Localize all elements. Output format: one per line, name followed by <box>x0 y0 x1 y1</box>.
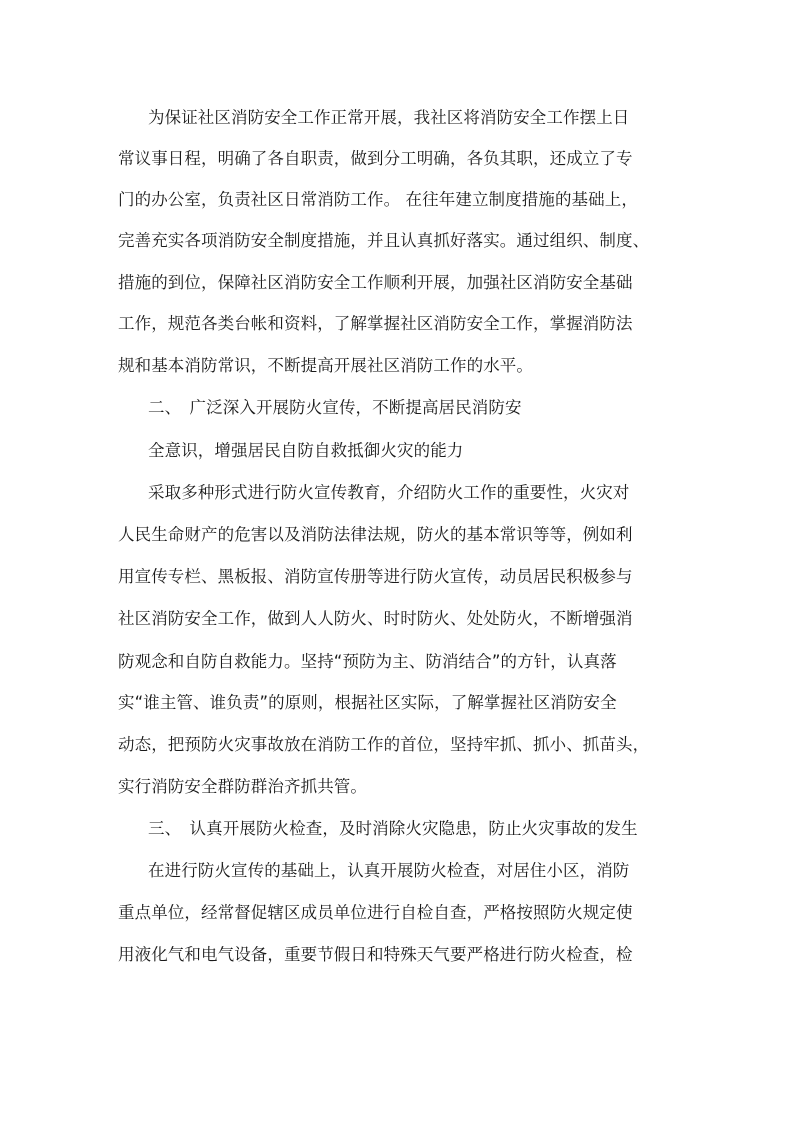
paragraph-line: 实“谁主管、谁负责”的原则，根据社区实际，了解掌握社区消防安全 <box>118 693 617 712</box>
paragraph-line: 用宣传专栏、黑板报、消防宣传册等进行防火宣传，动员居民积极参与 <box>118 567 633 586</box>
paragraph-line: 规和基本消防常识，不断提高开展社区消防工作的水平。 <box>118 356 533 375</box>
paragraph-line: 完善充实各项消防安全制度措施，并且认真抓好落实。通过组织、制度、 <box>118 231 650 250</box>
paragraph-line: 重点单位，经常督促辖区成员单位进行自检自查，严格按照防火规定使 <box>118 903 633 922</box>
paragraph-line: 采取多种形式进行防火宣传教育，介绍防火工作的重要性，火灾对 <box>148 483 630 502</box>
paragraph-line: 动态，把预防火灾事故放在消防工作的首位，坚持牢抓、抓小、抓苗头， <box>118 735 650 754</box>
paragraph-line: 措施的到位，保障社区消防安全工作顺利开展，加强社区消防安全基础 <box>118 273 633 292</box>
paragraph-line: 常议事日程，明确了各自职责，做到分工明确，各负其职，还成立了专 <box>118 149 633 168</box>
paragraph-line: 为保证社区消防安全工作正常开展，我社区将消防安全工作摆上日 <box>148 108 630 127</box>
paragraph-line: 门的办公室，负责社区日常消防工作。 在往年建立制度措施的基础上， <box>118 190 638 209</box>
paragraph-line: 在进行防火宣传的基础上，认真开展防火检查，对居住小区，消防 <box>148 861 630 880</box>
section-heading-2: 二、 广泛深入开展防火宣传，不断提高居民消防安 <box>148 398 522 417</box>
paragraph-line: 社区消防安全工作，做到人人防火、时时防火、处处防火，不断增强消 <box>118 609 633 628</box>
paragraph-line: 用液化气和电气设备，重要节假日和特殊天气要严格进行防火检查，检 <box>118 945 633 964</box>
paragraph-line: 防观念和自防自救能力。坚持“预防为主、防消结合”的方针，认真落 <box>118 652 617 671</box>
section-heading-3: 三、 认真开展防火检查，及时消除火灾隐患，防止火灾事故的发生 <box>148 819 638 838</box>
paragraph-line: 实行消防安全群防群治齐抓共管。 <box>118 777 367 796</box>
section-heading-2-cont: 全意识，增强居民自防自救抵御火灾的能力 <box>148 441 464 460</box>
paragraph-line: 人民生命财产的危害以及消防法律法规，防火的基本常识等等，例如利 <box>118 525 633 544</box>
paragraph-line: 工作，规范各类台帐和资料，了解掌握社区消防安全工作，掌握消防法 <box>118 314 633 333</box>
